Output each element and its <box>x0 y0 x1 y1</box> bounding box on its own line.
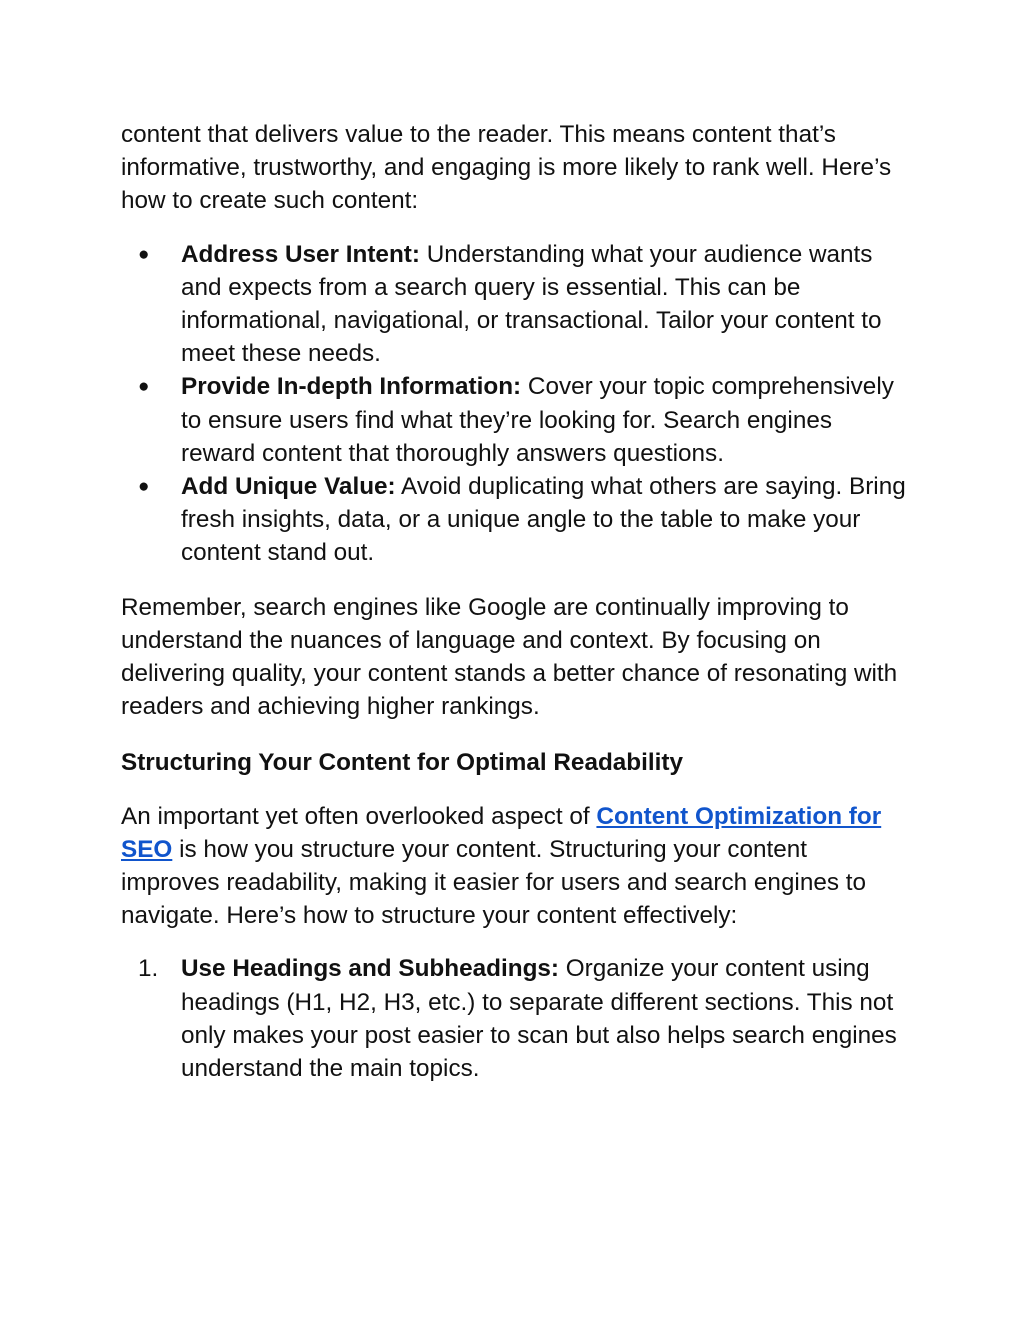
number-marker: 1. <box>138 955 159 983</box>
section-intro-text-after: is how you structure your content. Structuring your content improves readability, making it easier for users and search engines to navigate. Here’s how to structure your content effectively: <box>121 835 867 930</box>
list-item <box>121 470 911 570</box>
document-page <box>121 118 911 1085</box>
bullet-marker: ● <box>138 243 150 265</box>
structure-steps-list <box>121 952 911 1085</box>
list-item-term: Provide In-depth Information: <box>181 373 522 401</box>
list-item <box>121 238 911 371</box>
list-item-term: Use Headings and Subheadings: <box>181 955 560 983</box>
content-tips-list <box>121 238 911 570</box>
list-item-text: Organize your content using headings (H1, H2, H3, etc.) to separate different sections. This not only makes your post easier to scan but also helps search engines understand the main topics. <box>181 955 897 1083</box>
list-item-term: Address User Intent: <box>181 240 420 268</box>
list-item-term: Add Unique Value: <box>181 473 396 501</box>
list-item <box>121 952 911 1085</box>
intro-paragraph: content that delivers value to the reader. This means content that’s informative, trustworthy, and engaging is more likely to rank well. Here’s how to create such content: <box>121 121 892 215</box>
list-item-text: Understanding what your audience wants and expects from a search query is essential. This can be informational, navigational, or transactional. Tailor your content to meet these needs. <box>181 240 882 368</box>
bullet-marker: ● <box>138 476 150 498</box>
section-intro-text-before: An important yet often overlooked aspect of <box>121 802 597 830</box>
bullet-marker: ● <box>138 376 150 398</box>
closing-paragraph: Remember, search engines like Google are continually improving to understand the nuances of language and context. By focusing on delivering quality, your content stands a better chance of resonating with readers and achieving higher rankings. <box>121 593 898 721</box>
list-item <box>121 370 911 470</box>
list-item-text: Avoid duplicating what others are saying. Bring fresh insights, data, or a unique angle to the table to make your content stand out. <box>181 473 906 567</box>
content-optimization-link[interactable]: Content Optimization for SEO <box>121 802 882 863</box>
section-intro-paragraph <box>121 800 911 933</box>
section-heading: Structuring Your Content for Optimal Readability <box>121 749 684 777</box>
list-item-text: Cover your topic comprehensively to ensure users find what they’re looking for. Search engines reward content that thoroughly answers questions. <box>181 373 894 467</box>
